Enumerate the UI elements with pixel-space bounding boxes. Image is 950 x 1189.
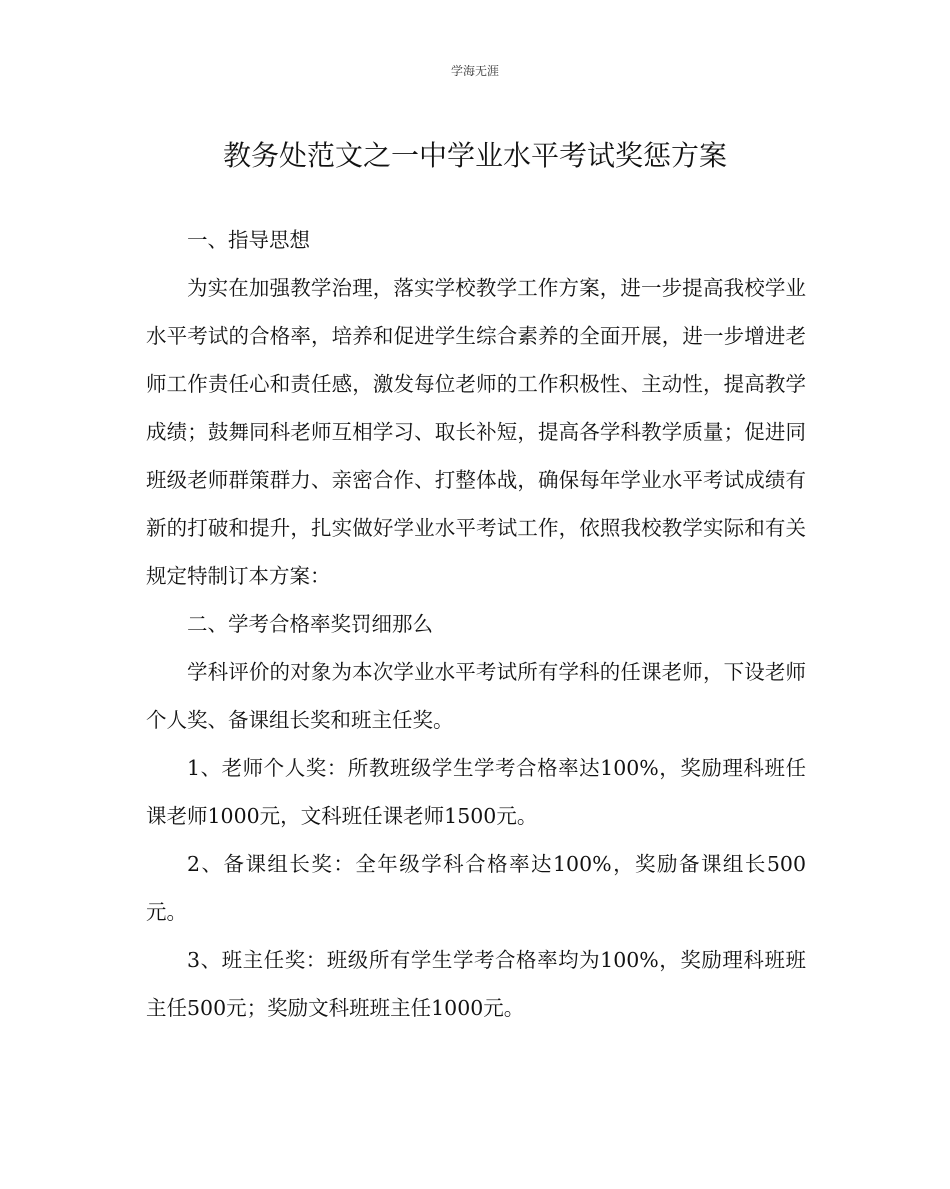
page-header: 学海无涯 [450, 64, 499, 78]
body-paragraph: 1、老师个人奖：所教班级学生学考合格率达100%，奖励理科班任课老师1000元，文科班任课老师1500元。 [146, 756, 806, 828]
section-heading: 二、学考合格率奖罚细那么 [187, 612, 433, 636]
document-body [146, 216, 806, 1032]
document-title: 教务处范文之一中学业水平考试奖惩方案 [222, 139, 727, 172]
body-paragraph: 3、班主任奖：班级所有学生学考合格率均为100%，奖励理科班班主任500元；奖励文科班班主任1000元。 [146, 948, 806, 1020]
body-paragraph: 2、备课组长奖：全年级学科合格率达100%，奖励备课组长500元。 [146, 852, 806, 924]
body-paragraph: 学科评价的对象为本次学业水平考试所有学科的任课老师，下设老师个人奖、备课组长奖和班主任奖。 [146, 660, 806, 732]
section-heading: 一、指导思想 [187, 228, 310, 252]
body-paragraph: 为实在加强教学治理，落实学校教学工作方案，进一步提高我校学业水平考试的合格率，培养和促进学生综合素养的全面开展，进一步增进老师工作责任心和责任感，激发每位老师的工作积极性、主动性，提高教学成绩；鼓舞同科老师互相学习、取长补短，提高各学科教学质量；促进同班级老师群策群力、亲密合作、打整体战，确保每年学业水平考试成绩有新的打破和提升，扎实做好学业水平考试工作，依照我校教学实际和有关规定特制订本方案： [146, 276, 806, 588]
